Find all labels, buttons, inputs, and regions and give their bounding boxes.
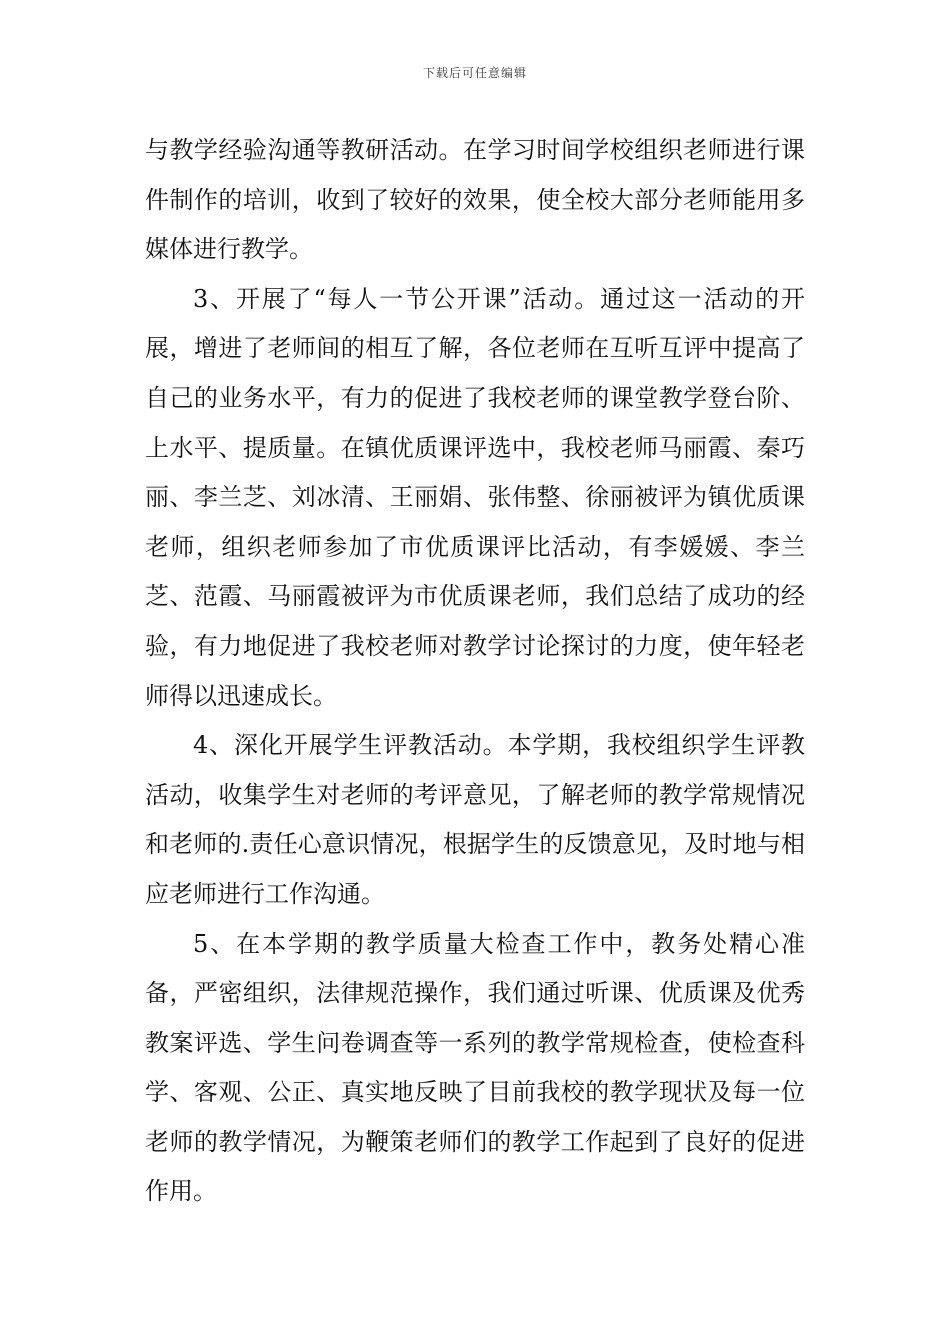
paragraph-continuation: 与教学经验沟通等教研活动。在学习时间学校组织老师进行课件制作的培训，收到了较好的效果，使全校大部分老师能用多媒体进行教学。 [145, 136, 805, 264]
header-note: 下载后可任意编辑 [422, 66, 527, 80]
document-body [145, 126, 805, 1217]
paragraph-student-evaluation: 4、深化开展学生评教活动。本学期，我校组织学生评教活动，收集学生对老师的考评意见，了解老师的教学常规情况和老师的.责任心意识情况，根据学生的反馈意见，及时地与相应老师进行工作沟通。 [145, 731, 805, 908]
paragraph-open-class-activity: 3、开展了“每人一节公开课”活动。通过这一活动的开展，增进了老师间的相互了解，各位老师在互听互评中提高了自己的业务水平，有力的促进了我校老师的课堂教学登台阶、上水平、提质量。在镇优质课评选中，我校老师马丽霞、秦巧丽、李兰芝、刘冰清、王丽娟、张伟整、徐丽被评为镇优质课老师，组织老师参加了市优质课评比活动，有李媛媛、李兰芝、范霞、马丽霞被评为市优质课老师，我们总结了成功的经验，有力地促进了我校老师对教学讨论探讨的力度，使年轻老师得以迅速成长。 [145, 284, 805, 710]
paragraph-quality-inspection: 5、在本学期的教学质量大检查工作中，教务处精心准备，严密组织，法律规范操作，我们通过听课、优质课及优秀教案评选、学生问卷调查等一系列的教学常规检查，使检查科学、客观、公正、真实地反映了目前我校的教学现状及每一位老师的教学情况，为鞭策老师们的教学工作起到了良好的促进作用。 [145, 929, 805, 1206]
